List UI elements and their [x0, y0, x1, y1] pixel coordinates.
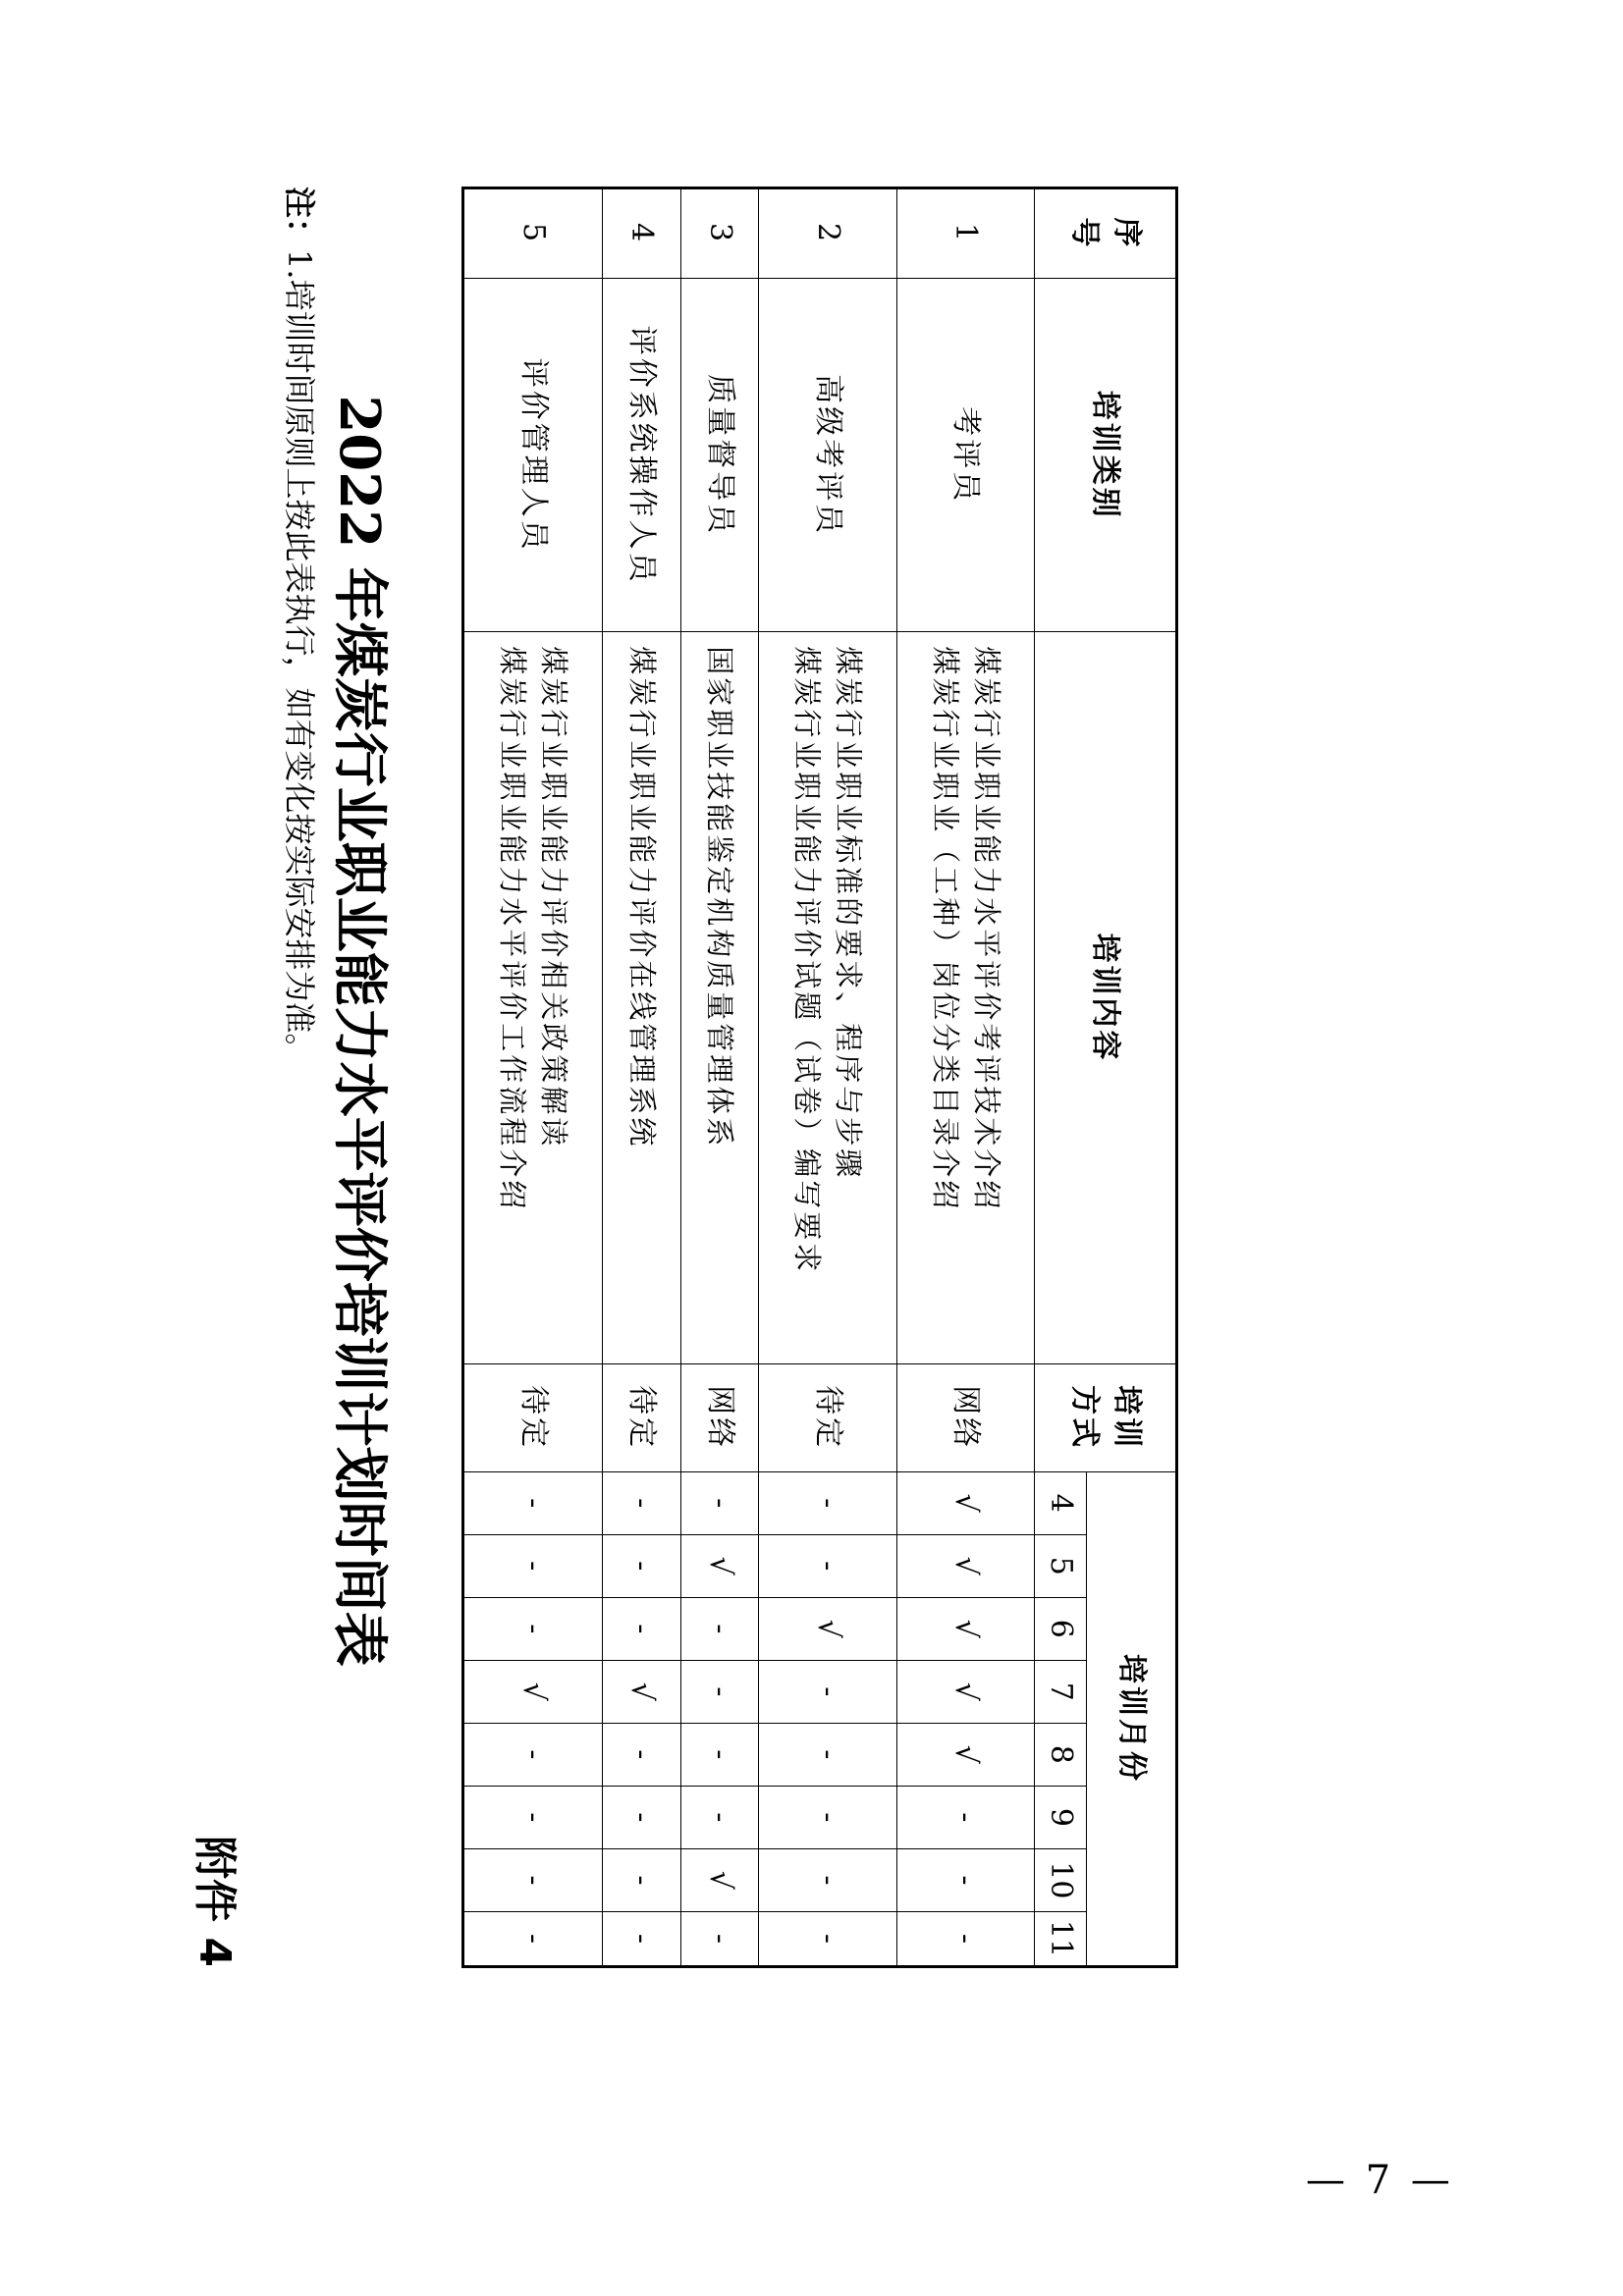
row-method: 待定 — [759, 1363, 897, 1471]
page-number: — 7 — — [1306, 2158, 1454, 2203]
month-cell: - — [603, 1471, 680, 1534]
note-text: 1.培训时间原则上按此表执行，如有变化按实际安排为准。 — [281, 249, 318, 1065]
training-schedule-table — [461, 187, 1178, 1968]
month-cell: - — [463, 1911, 603, 1966]
month-cell: - — [603, 1911, 680, 1966]
month-cell: - — [463, 1723, 603, 1786]
attachment-label: 附件 4 — [189, 1836, 240, 1967]
table-row — [759, 188, 897, 1967]
header-months-group: 培训月份 — [1087, 1471, 1177, 1966]
month-cell: √ — [896, 1471, 1035, 1534]
row-seq: 2 — [759, 188, 897, 279]
page-title: 2022 年煤炭行业职业能力水平评价培训计划时间表 — [327, 395, 392, 1667]
table-row — [680, 188, 758, 1967]
header-seq: 序 号 — [1035, 188, 1177, 279]
month-cell: - — [463, 1597, 603, 1660]
month-cell: √ — [896, 1660, 1035, 1723]
month-cell: - — [896, 1786, 1035, 1848]
header-month: 10 — [1035, 1848, 1087, 1911]
month-cell: - — [896, 1848, 1035, 1911]
month-cell: - — [680, 1597, 758, 1660]
month-cell: - — [680, 1723, 758, 1786]
row-category: 考评员 — [896, 279, 1035, 632]
month-cell: √ — [896, 1597, 1035, 1660]
month-cell: - — [759, 1848, 897, 1911]
row-content: 煤炭行业职业能力水平评价考评技术介绍 煤炭行业职业（工种）岗位分类目录介绍 — [896, 632, 1035, 1363]
month-cell: - — [759, 1471, 897, 1534]
month-cell: √ — [896, 1534, 1035, 1597]
month-cell: - — [759, 1534, 897, 1597]
row-category: 质量督导员 — [680, 279, 758, 632]
row-content: 国家职业技能鉴定机构质量管理体系 — [680, 632, 758, 1363]
row-seq: 5 — [463, 188, 603, 279]
month-cell: √ — [603, 1660, 680, 1723]
month-cell: - — [603, 1723, 680, 1786]
table-note — [279, 187, 324, 1065]
row-seq: 4 — [603, 188, 680, 279]
header-category: 培训类别 — [1035, 279, 1177, 632]
header-month: 9 — [1035, 1786, 1087, 1848]
month-cell: √ — [463, 1660, 603, 1723]
header-month: 6 — [1035, 1597, 1087, 1660]
month-cell: √ — [680, 1534, 758, 1597]
table-row — [896, 188, 1035, 1967]
month-cell: - — [463, 1471, 603, 1534]
header-month: 5 — [1035, 1534, 1087, 1597]
row-content: 煤炭行业职业标准的要求、程序与步骤 煤炭行业职业能力评价试题（试卷）编写要求 — [759, 632, 897, 1363]
table-row — [463, 188, 603, 1967]
month-cell: √ — [759, 1597, 897, 1660]
month-cell: - — [463, 1534, 603, 1597]
header-content: 培训内容 — [1035, 632, 1177, 1363]
month-cell: - — [463, 1848, 603, 1911]
row-category: 评价系统操作人员 — [603, 279, 680, 632]
row-seq: 3 — [680, 188, 758, 279]
month-cell: - — [603, 1848, 680, 1911]
header-month: 11 — [1035, 1911, 1087, 1966]
month-cell: - — [759, 1660, 897, 1723]
month-cell: - — [603, 1786, 680, 1848]
row-category: 评价管理人员 — [463, 279, 603, 632]
header-month: 7 — [1035, 1660, 1087, 1723]
month-cell: - — [759, 1723, 897, 1786]
note-prefix: 注： — [281, 187, 318, 250]
month-cell: - — [759, 1911, 897, 1966]
row-method: 网络 — [896, 1363, 1035, 1471]
header-month: 4 — [1035, 1471, 1087, 1534]
table-row — [603, 188, 680, 1967]
month-cell: - — [896, 1911, 1035, 1966]
month-cell: - — [680, 1911, 758, 1966]
month-cell: √ — [680, 1848, 758, 1911]
row-content: 煤炭行业职业能力评价在线管理系统 — [603, 632, 680, 1363]
header-method: 培训 方式 — [1035, 1363, 1177, 1471]
month-cell: - — [603, 1534, 680, 1597]
row-method: 待定 — [463, 1363, 603, 1471]
row-method: 网络 — [680, 1363, 758, 1471]
month-cell: - — [680, 1660, 758, 1723]
month-cell: √ — [896, 1723, 1035, 1786]
month-cell: - — [463, 1786, 603, 1848]
month-cell: - — [680, 1786, 758, 1848]
month-cell: - — [680, 1471, 758, 1534]
row-method: 待定 — [603, 1363, 680, 1471]
rotated-landscape-page — [177, 187, 1178, 2052]
header-month: 8 — [1035, 1723, 1087, 1786]
row-category: 高级考评员 — [759, 279, 897, 632]
row-seq: 1 — [896, 188, 1035, 279]
month-cell: - — [603, 1597, 680, 1660]
month-cell: - — [759, 1786, 897, 1848]
row-content: 煤炭行业职业能力评价相关政策解读 煤炭行业职业能力水平评价工作流程介绍 — [463, 632, 603, 1363]
